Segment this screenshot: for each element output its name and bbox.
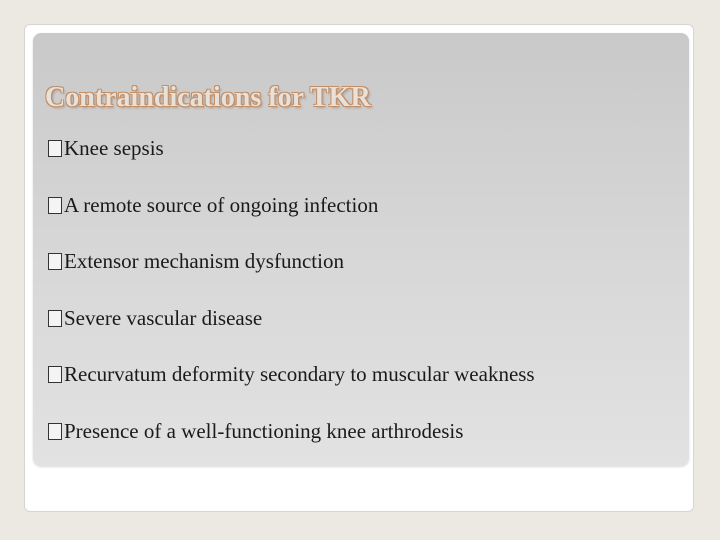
bullet-item — [48, 306, 535, 330]
bullet-list — [48, 136, 535, 476]
bullet-item — [48, 136, 535, 160]
bullet-text: A remote source of ongoing infection — [64, 192, 379, 217]
missing-glyph-box-icon — [48, 197, 62, 214]
missing-glyph-box-icon — [48, 366, 62, 383]
missing-glyph-box-icon — [48, 140, 62, 157]
slide-title: Contraindications for TKR — [45, 82, 371, 113]
missing-glyph-box-icon — [48, 310, 62, 327]
bullet-text: Presence of a well-functioning knee arthrodesis — [64, 418, 464, 443]
missing-glyph-box-icon — [48, 253, 62, 270]
missing-glyph-box-icon — [48, 423, 62, 440]
bullet-item — [48, 419, 535, 443]
bullet-text: Severe vascular disease — [64, 305, 263, 330]
bullet-item — [48, 362, 535, 386]
bullet-text: Recurvatum deformity secondary to muscular weakness — [64, 362, 535, 387]
bullet-text: Extensor mechanism dysfunction — [64, 249, 344, 274]
bullet-item — [48, 249, 535, 273]
bullet-text: Knee sepsis — [64, 136, 164, 160]
bullet-item — [48, 193, 535, 217]
